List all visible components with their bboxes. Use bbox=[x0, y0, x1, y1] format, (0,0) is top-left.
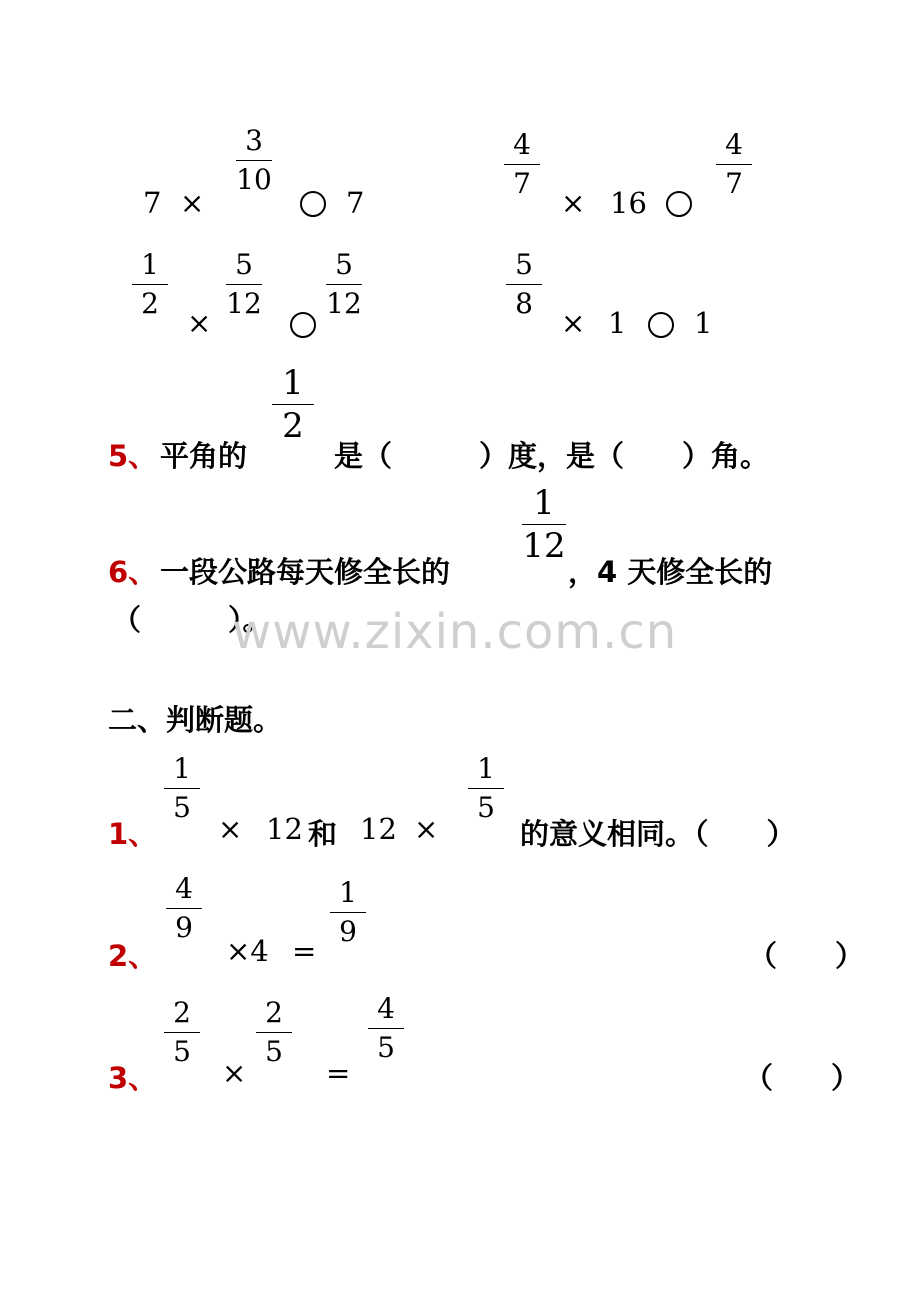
j3-fraction2 bbox=[252, 996, 296, 1069]
row2-right-times: × bbox=[561, 306, 586, 340]
fraction-bar bbox=[256, 1032, 292, 1033]
fraction-numerator: 2 bbox=[265, 996, 283, 1029]
fraction-bar bbox=[132, 284, 168, 285]
fraction-bar bbox=[468, 788, 504, 789]
fraction-bar bbox=[272, 404, 314, 405]
j1-times1: × bbox=[218, 812, 243, 846]
row2-right-rhs: 1 bbox=[694, 306, 713, 340]
fraction-bar bbox=[164, 1032, 200, 1033]
fraction-bar bbox=[504, 164, 540, 165]
fraction-denominator: 2 bbox=[282, 406, 304, 446]
j2-times: ×4 bbox=[226, 934, 269, 968]
fraction-numerator: 1 bbox=[282, 363, 304, 403]
fraction-denominator: 10 bbox=[236, 163, 272, 196]
q6-fraction bbox=[518, 484, 570, 565]
fraction-bar bbox=[164, 788, 200, 789]
fraction-numerator: 4 bbox=[725, 128, 743, 161]
fraction-denominator: 5 bbox=[173, 791, 191, 824]
compare-circle[interactable] bbox=[300, 191, 326, 217]
row1-right-b: 16 bbox=[610, 186, 647, 220]
fraction-bar bbox=[716, 164, 752, 165]
fraction-denominator: 12 bbox=[326, 287, 362, 320]
fraction-denominator: 8 bbox=[515, 287, 533, 320]
fraction-numerator: 1 bbox=[533, 483, 555, 523]
row2-left-times: × bbox=[187, 306, 212, 340]
fraction-bar bbox=[506, 284, 542, 285]
fraction-numerator: 2 bbox=[173, 996, 191, 1029]
fraction-numerator: 5 bbox=[515, 248, 533, 281]
fraction-bar bbox=[226, 284, 262, 285]
j1-number: 1、 bbox=[108, 817, 158, 851]
compare-circle[interactable] bbox=[648, 312, 674, 338]
fraction-numerator: 4 bbox=[175, 872, 193, 905]
fraction-numerator: 4 bbox=[513, 128, 531, 161]
q6-text-post: ，4 天修全长的 bbox=[568, 555, 773, 589]
j2-number: 2、 bbox=[108, 939, 158, 973]
compare-circle[interactable] bbox=[290, 312, 316, 338]
section-title: 二、判断题。 bbox=[108, 703, 283, 737]
row1-left-times: × bbox=[180, 186, 205, 220]
fraction-bar bbox=[166, 908, 202, 909]
fraction-denominator: 7 bbox=[513, 167, 531, 200]
j1-fraction1 bbox=[160, 752, 204, 825]
fraction-denominator: 5 bbox=[477, 791, 495, 824]
fraction-bar bbox=[368, 1028, 404, 1029]
fraction-bar bbox=[326, 284, 362, 285]
j3-result-fraction bbox=[364, 992, 408, 1065]
j3-times: × bbox=[222, 1056, 247, 1090]
j2-result-fraction bbox=[326, 876, 370, 949]
j1-and: 和 bbox=[308, 817, 338, 851]
fraction-numerator: 5 bbox=[235, 248, 253, 281]
fraction-numerator: 1 bbox=[477, 752, 495, 785]
j1-text-post: 的意义相同。（ ） bbox=[520, 817, 796, 851]
row2-left-rhs-fraction bbox=[322, 248, 366, 321]
q5-number: 5、 bbox=[108, 439, 158, 473]
j3-fraction1 bbox=[160, 996, 204, 1069]
q5-text-mid: 是（ ）度，是（ ）角。 bbox=[334, 439, 770, 473]
fraction-numerator: 1 bbox=[173, 752, 191, 785]
fraction-numerator: 4 bbox=[377, 992, 395, 1025]
j2-equals: = bbox=[292, 934, 317, 968]
row1-right-rhs-fraction bbox=[712, 128, 756, 201]
q5-text-pre: 平角的 bbox=[160, 439, 248, 473]
row2-right-fraction bbox=[502, 248, 546, 321]
j3-number: 3、 bbox=[108, 1061, 158, 1095]
row1-right-times: × bbox=[561, 186, 586, 220]
compare-circle[interactable] bbox=[666, 191, 692, 217]
fraction-numerator: 1 bbox=[339, 876, 357, 909]
q5-fraction bbox=[268, 364, 318, 445]
fraction-bar bbox=[330, 912, 366, 913]
row1-left-rhs: 7 bbox=[346, 186, 365, 220]
watermark: www.zixin.com.cn bbox=[232, 604, 678, 660]
fraction-denominator: 5 bbox=[265, 1035, 283, 1068]
fraction-numerator: 3 bbox=[245, 124, 263, 157]
fraction-numerator: 1 bbox=[141, 248, 159, 281]
fraction-denominator: 7 bbox=[725, 167, 743, 200]
row1-right-fraction bbox=[500, 128, 544, 201]
row2-left-fraction1 bbox=[128, 248, 172, 321]
fraction-denominator: 2 bbox=[141, 287, 159, 320]
j2-answer-paren[interactable]: （ ） bbox=[748, 939, 865, 973]
row2-right-b: 1 bbox=[608, 306, 627, 340]
fraction-denominator: 12 bbox=[522, 526, 566, 566]
fraction-denominator: 9 bbox=[339, 915, 357, 948]
fraction-denominator: 12 bbox=[226, 287, 262, 320]
j3-answer-paren[interactable]: （ ） bbox=[744, 1061, 861, 1095]
fraction-denominator: 5 bbox=[377, 1031, 395, 1064]
j3-equals: = bbox=[326, 1056, 351, 1090]
fraction-denominator: 5 bbox=[173, 1035, 191, 1068]
q6-text-pre: 一段公路每天修全长的 bbox=[160, 555, 451, 589]
j1-fraction2 bbox=[464, 752, 508, 825]
q6-answer-blank[interactable]: （ ）。 bbox=[112, 603, 272, 637]
j1-times2: × bbox=[414, 812, 439, 846]
row1-left-a: 7 bbox=[143, 186, 162, 220]
fraction-bar bbox=[522, 524, 566, 525]
row2-left-fraction2 bbox=[222, 248, 266, 321]
row1-left-fraction bbox=[232, 124, 276, 197]
fraction-bar bbox=[236, 160, 272, 161]
j1-n1: 12 bbox=[266, 812, 303, 846]
j1-n2: 12 bbox=[360, 812, 397, 846]
fraction-numerator: 5 bbox=[335, 248, 353, 281]
fraction-denominator: 9 bbox=[175, 911, 193, 944]
j2-fraction bbox=[162, 872, 206, 945]
q6-number: 6、 bbox=[108, 555, 158, 589]
